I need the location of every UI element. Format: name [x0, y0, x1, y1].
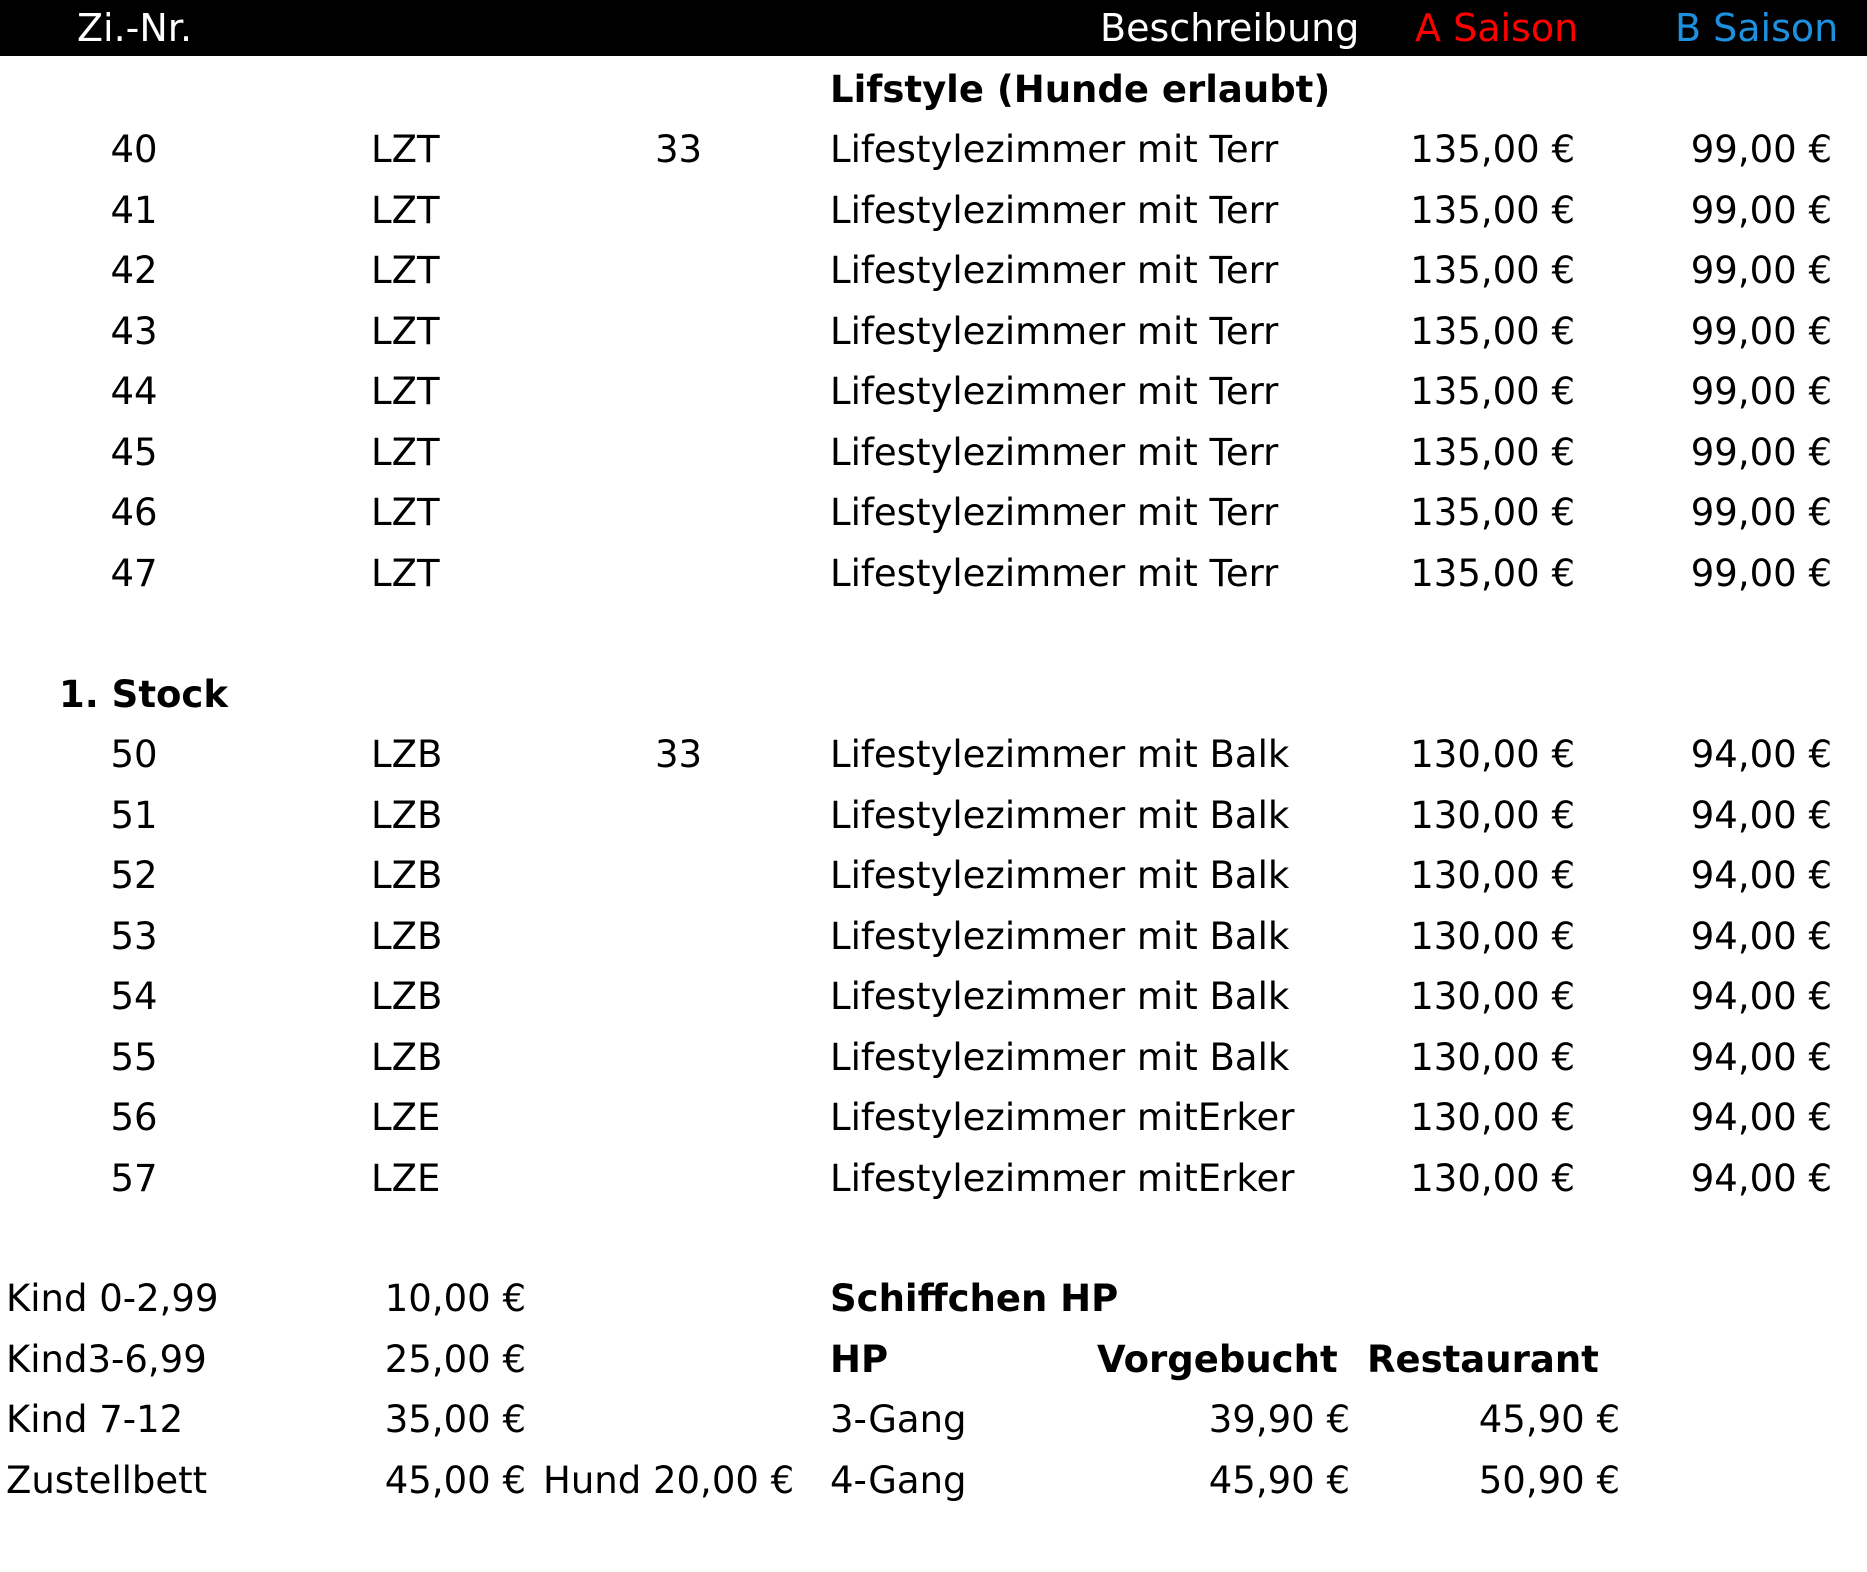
table-row	[0, 1087, 1867, 1148]
table-row	[0, 543, 1867, 604]
table-row	[0, 361, 1867, 422]
half-board-prebooked-price: 39,90 €	[1208, 1398, 1350, 1441]
extras-row	[0, 1329, 1867, 1390]
extra-price: 10,00 €	[384, 1277, 526, 1320]
extra-price: 45,00 €	[384, 1459, 526, 1502]
table-row	[0, 180, 1867, 241]
room-description: Lifestylezimmer mit Terr	[830, 128, 1279, 171]
table-row	[0, 119, 1867, 180]
room-description: Lifestylezimmer mit Balk	[830, 915, 1290, 958]
room-description: Lifestylezimmer mit Terr	[830, 370, 1279, 413]
room-number: 50	[110, 733, 158, 776]
room-code: LZT	[371, 189, 440, 232]
room-number: 51	[110, 794, 158, 837]
half-board-header-prebooked: Vorgebucht	[1097, 1338, 1338, 1381]
room-number: 46	[110, 491, 158, 534]
table-row	[0, 785, 1867, 846]
extras-row	[0, 1450, 1867, 1511]
room-number: 52	[110, 854, 158, 897]
room-number: 41	[110, 189, 158, 232]
price-season-b: 99,00 €	[1690, 128, 1832, 171]
room-description: Lifestylezimmer mit Balk	[830, 1036, 1290, 1079]
extra-label: Zustellbett	[6, 1459, 208, 1502]
extra-label: Kind3-6,99	[6, 1338, 207, 1381]
room-description: Lifestylezimmer mit Balk	[830, 854, 1290, 897]
room-code: LZT	[371, 310, 440, 353]
room-code: LZB	[371, 1036, 443, 1079]
extra-label: Kind 7-12	[6, 1398, 184, 1441]
price-season-b: 94,00 €	[1690, 854, 1832, 897]
price-season-a: 130,00 €	[1410, 1096, 1575, 1139]
room-code: LZB	[371, 733, 443, 776]
half-board-restaurant-price: 50,90 €	[1478, 1459, 1620, 1502]
room-description: Lifestylezimmer mit Balk	[830, 733, 1290, 776]
room-code: LZT	[371, 249, 440, 292]
price-season-b: 99,00 €	[1690, 249, 1832, 292]
room-description: Lifestylezimmer mit Terr	[830, 431, 1279, 474]
price-season-b: 94,00 €	[1690, 1157, 1832, 1200]
room-description: Lifestylezimmer mit Terr	[830, 310, 1279, 353]
price-season-a: 130,00 €	[1410, 733, 1575, 776]
half-board-header-restaurant: Restaurant	[1367, 1338, 1599, 1381]
room-description: Lifestylezimmer mitErker	[830, 1157, 1295, 1200]
price-season-a: 135,00 €	[1410, 431, 1575, 474]
table-row	[0, 906, 1867, 967]
half-board-course: 4-Gang	[830, 1459, 967, 1502]
price-season-b: 94,00 €	[1690, 1096, 1832, 1139]
room-code: LZE	[371, 1157, 441, 1200]
room-description: Lifestylezimmer mit Terr	[830, 552, 1279, 595]
price-season-a: 135,00 €	[1410, 491, 1575, 534]
half-board-prebooked-price: 45,90 €	[1208, 1459, 1350, 1502]
price-season-a: 135,00 €	[1410, 189, 1575, 232]
table-row	[0, 482, 1867, 543]
section-title-row	[0, 664, 1867, 725]
price-season-a: 130,00 €	[1410, 1157, 1575, 1200]
price-season-a: 130,00 €	[1410, 854, 1575, 897]
room-number: 43	[110, 310, 158, 353]
extra-price: 25,00 €	[384, 1338, 526, 1381]
room-number: 47	[110, 552, 158, 595]
table-row	[0, 301, 1867, 362]
price-season-b: 99,00 €	[1690, 491, 1832, 534]
header-season-b: B Saison	[1675, 6, 1839, 50]
room-number: 56	[110, 1096, 158, 1139]
room-number: 54	[110, 975, 158, 1018]
table-row	[0, 845, 1867, 906]
room-code: LZB	[371, 915, 443, 958]
price-season-b: 94,00 €	[1690, 975, 1832, 1018]
room-description: Lifestylezimmer mit Balk	[830, 794, 1290, 837]
extras-row	[0, 1389, 1867, 1450]
price-season-a: 130,00 €	[1410, 915, 1575, 958]
price-season-a: 135,00 €	[1410, 310, 1575, 353]
room-number: 57	[110, 1157, 158, 1200]
half-board-restaurant-price: 45,90 €	[1478, 1398, 1620, 1441]
room-number: 44	[110, 370, 158, 413]
half-board-title: Schiffchen HP	[830, 1277, 1119, 1320]
table-header-bar	[0, 0, 1867, 56]
room-code: LZT	[371, 370, 440, 413]
table-row	[0, 966, 1867, 1027]
room-description: Lifestylezimmer mitErker	[830, 1096, 1295, 1139]
price-season-b: 99,00 €	[1690, 189, 1832, 232]
room-number: 42	[110, 249, 158, 292]
half-board-header-hp: HP	[830, 1338, 889, 1381]
extra-price: 35,00 €	[384, 1398, 526, 1441]
table-row	[0, 724, 1867, 785]
header-room-no: Zi.-Nr.	[77, 6, 193, 50]
price-season-a: 135,00 €	[1410, 249, 1575, 292]
room-number: 40	[110, 128, 158, 171]
room-number: 45	[110, 431, 158, 474]
half-board-course: 3-Gang	[830, 1398, 967, 1441]
price-season-b: 99,00 €	[1690, 370, 1832, 413]
price-season-b: 99,00 €	[1690, 310, 1832, 353]
table-row	[0, 422, 1867, 483]
room-code: LZT	[371, 491, 440, 534]
room-description: Lifestylezimmer mit Balk	[830, 975, 1290, 1018]
room-code: LZB	[371, 975, 443, 1018]
room-number: 53	[110, 915, 158, 958]
room-code: LZT	[371, 128, 440, 171]
header-description: Beschreibung	[1100, 6, 1360, 50]
room-description: Lifestylezimmer mit Terr	[830, 189, 1279, 232]
section-title-row	[0, 59, 1867, 120]
section-title: Lifstyle (Hunde erlaubt)	[830, 68, 1331, 111]
floor-title: 1. Stock	[59, 673, 228, 716]
price-season-b: 99,00 €	[1690, 431, 1832, 474]
price-season-b: 94,00 €	[1690, 794, 1832, 837]
price-season-a: 130,00 €	[1410, 975, 1575, 1018]
price-season-b: 99,00 €	[1690, 552, 1832, 595]
room-code: LZT	[371, 431, 440, 474]
price-season-a: 135,00 €	[1410, 128, 1575, 171]
room-size: 33	[655, 128, 703, 171]
extras-row	[0, 1268, 1867, 1329]
price-season-b: 94,00 €	[1690, 915, 1832, 958]
price-season-b: 94,00 €	[1690, 733, 1832, 776]
price-season-a: 135,00 €	[1410, 552, 1575, 595]
table-row	[0, 1027, 1867, 1088]
room-code: LZB	[371, 854, 443, 897]
room-code: LZE	[371, 1096, 441, 1139]
price-season-a: 130,00 €	[1410, 1036, 1575, 1079]
price-season-b: 94,00 €	[1690, 1036, 1832, 1079]
dog-fee: Hund 20,00 €	[543, 1459, 795, 1502]
table-row	[0, 1148, 1867, 1209]
room-code: LZT	[371, 552, 440, 595]
room-size: 33	[655, 733, 703, 776]
header-season-a: A Saison	[1415, 6, 1579, 50]
extra-label: Kind 0-2,99	[6, 1277, 219, 1320]
price-season-a: 135,00 €	[1410, 370, 1575, 413]
table-row	[0, 240, 1867, 301]
price-season-a: 130,00 €	[1410, 794, 1575, 837]
room-number: 55	[110, 1036, 158, 1079]
room-description: Lifestylezimmer mit Terr	[830, 249, 1279, 292]
room-description: Lifestylezimmer mit Terr	[830, 491, 1279, 534]
room-code: LZB	[371, 794, 443, 837]
